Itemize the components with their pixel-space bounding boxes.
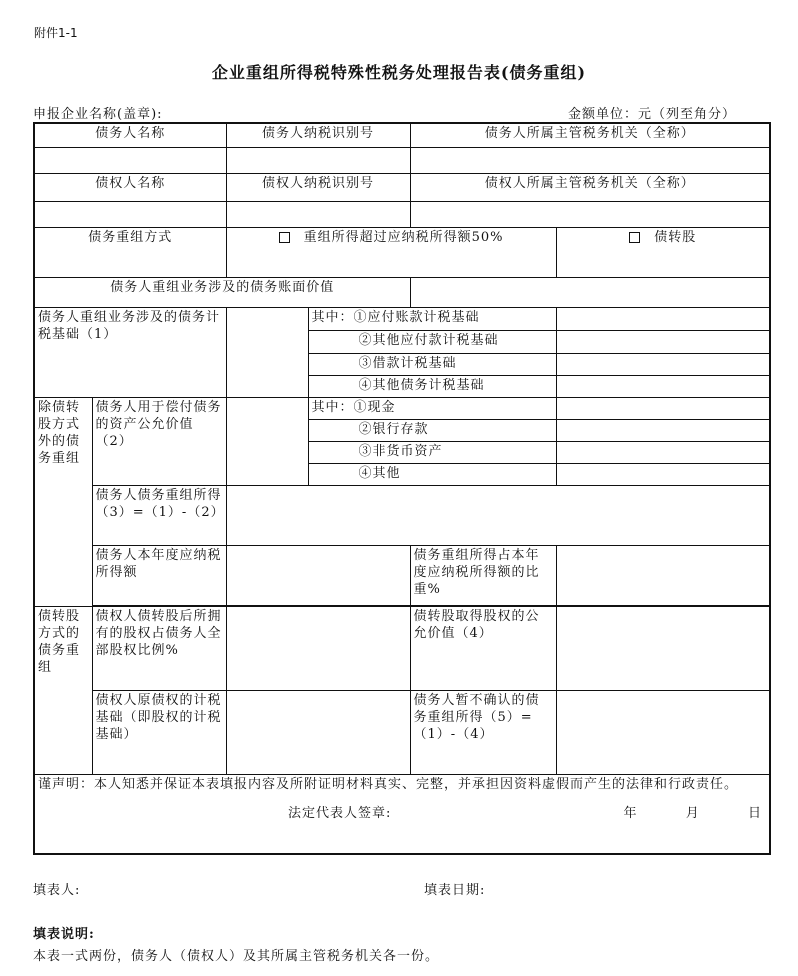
declaration-text: 谨声明：本人知悉并保证本表填报内容及所附证明材料真实、完整，并承担因资料虚假而产生的法律和行政责任。 (38, 776, 739, 792)
notes-title: 填表说明: (33, 927, 95, 942)
equity-fair-value-label: 债转股取得股权的公允价值（4） (410, 606, 556, 690)
unit-label: 金额单位：元（列至角分） (567, 107, 736, 122)
creditor-tax-id-field[interactable] (226, 201, 410, 227)
month-label: 月 (685, 805, 700, 821)
checkbox-icon[interactable] (279, 232, 290, 243)
asset-fair-value-field[interactable] (226, 397, 308, 485)
tax-basis-item: ③借款计税基础 (308, 353, 556, 375)
year-label: 年 (623, 805, 638, 821)
page-title: 企业重组所得税特殊性税务处理报告表(债务重组) (211, 63, 587, 82)
tax-basis-item: 其中：①应付账款计税基础 (308, 307, 556, 330)
asset-item: 其中：①现金 (308, 397, 556, 419)
option-income-exceeds-50[interactable] (226, 227, 556, 277)
attachment-label: 附件1-1 (34, 26, 78, 40)
unrecognized-income-label: 债务人暂不确认的债务重组所得（5）=（1）-（4） (410, 690, 556, 774)
tax-basis-field[interactable] (226, 307, 308, 397)
debtor-name-field[interactable] (34, 147, 226, 173)
declaration-cell (34, 774, 770, 854)
option-income-exceeds-50-label: 重组所得超过应纳税所得额50% (303, 229, 504, 245)
creditor-name-label: 债权人名称 (34, 173, 226, 201)
book-value-label: 债务人重组业务涉及的债务账面价值 (34, 277, 410, 307)
notes-text: 本表一式两份，债务人（债权人）及其所属主管税务机关各一份。 (33, 949, 440, 964)
tax-basis-item: ②其他应付款计税基础 (308, 330, 556, 353)
restructure-income-label: 债务人债务重组所得（3）=（1）-（2） (92, 485, 226, 545)
original-basis-field[interactable] (226, 690, 410, 774)
option-debt-to-equity[interactable] (556, 227, 770, 277)
restructure-method-label: 债务重组方式 (34, 227, 226, 277)
tax-basis-item-field[interactable] (556, 353, 770, 375)
asset-item-field[interactable] (556, 397, 770, 419)
creditor-tax-authority-label: 债权人所属主管税务机关（全称） (410, 173, 770, 201)
taxable-income-label: 债务人本年度应纳税所得额 (92, 545, 226, 605)
book-value-field[interactable] (410, 277, 770, 307)
tax-basis-item-field[interactable] (556, 375, 770, 397)
equity-ratio-field[interactable] (226, 606, 410, 690)
signature-label: 法定代表人签章: (288, 805, 392, 821)
creditor-tax-authority-field[interactable] (410, 201, 770, 227)
asset-fair-value-label: 债务人用于偿付债务的资产公允价值（2） (92, 397, 226, 485)
tax-basis-item-field[interactable] (556, 330, 770, 353)
asset-item: ③非货币资产 (308, 441, 556, 463)
tax-basis-label: 债务人重组业务涉及的债务计税基础（1） (34, 307, 226, 397)
asset-item-field[interactable] (556, 419, 770, 441)
taxable-income-field[interactable] (226, 545, 410, 605)
income-ratio-field[interactable] (556, 545, 770, 605)
debtor-tax-authority-field[interactable] (410, 147, 770, 173)
restructure-income-field[interactable] (226, 485, 770, 545)
checkbox-icon[interactable] (629, 232, 640, 243)
asset-item-field[interactable] (556, 441, 770, 463)
debtor-tax-id-field[interactable] (226, 147, 410, 173)
tax-basis-item: ④其他债务计税基础 (308, 375, 556, 397)
asset-item-field[interactable] (556, 463, 770, 485)
applicant-label: 申报企业名称(盖章): (33, 107, 163, 122)
filler-label: 填表人: (33, 883, 81, 898)
asset-item: ④其他 (308, 463, 556, 485)
creditor-name-field[interactable] (34, 201, 226, 227)
report-table (33, 122, 771, 855)
date-fields (623, 805, 762, 822)
fill-date-label: 填表日期: (424, 883, 486, 898)
debtor-name-label: 债务人名称 (34, 123, 226, 147)
tax-basis-item-field[interactable] (556, 307, 770, 330)
option-debt-to-equity-label: 债转股 (654, 229, 697, 245)
day-label: 日 (748, 805, 763, 821)
other-method-label: 除债转股方式外的债务重组 (34, 397, 92, 606)
asset-item: ②银行存款 (308, 419, 556, 441)
creditor-tax-id-label: 债权人纳税识别号 (226, 173, 410, 201)
unrecognized-income-field[interactable] (556, 690, 770, 774)
debt-to-equity-label: 债转股方式的债务重组 (34, 606, 92, 774)
income-ratio-label: 债务重组所得占本年度应纳税所得额的比重% (410, 545, 556, 605)
equity-ratio-label: 债权人债转股后所拥有的股权占债务人全部股权比例% (92, 606, 226, 690)
original-basis-label: 债权人原债权的计税基础（即股权的计税基础） (92, 690, 226, 774)
debtor-tax-authority-label: 债务人所属主管税务机关（全称） (410, 123, 770, 147)
debtor-tax-id-label: 债务人纳税识别号 (226, 123, 410, 147)
equity-fair-value-field[interactable] (556, 606, 770, 690)
